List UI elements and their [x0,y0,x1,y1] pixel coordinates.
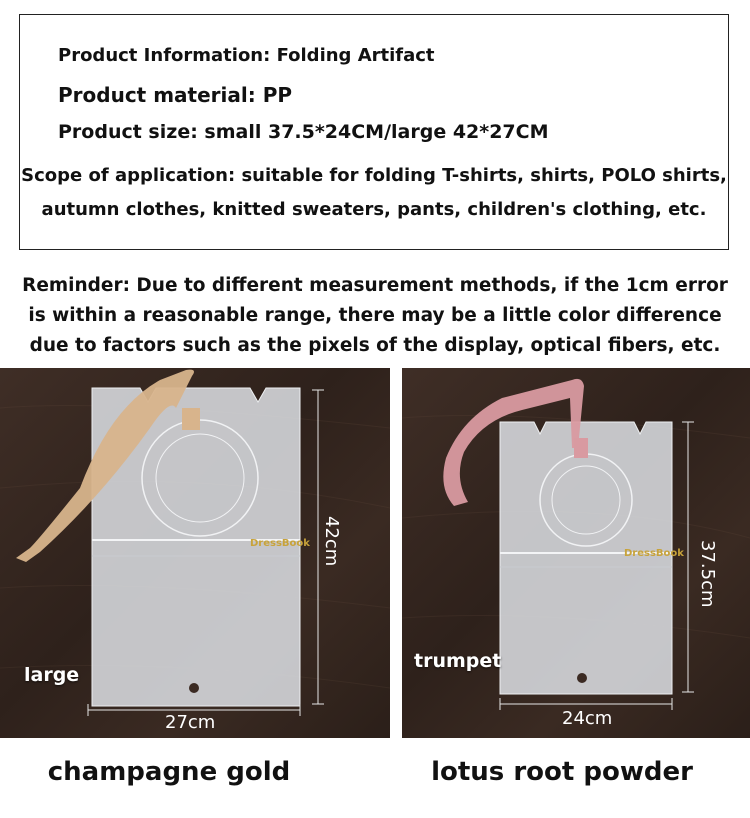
scope-line-2: autumn clothes, knitted sweaters, pants, children's clothing, etc. [41,199,707,220]
width-dimension: 27cm [165,712,216,733]
width-dimension: 24cm [562,708,613,729]
height-dimension: 37.5cm [697,540,718,608]
size-label: large [24,664,80,686]
product-info-line: Product Information: Folding Artifact [58,45,435,66]
product-info-box [19,14,729,250]
scope-line-1: Scope of application: suitable for folding T-shirts, shirts, POLO shirts, [21,165,727,186]
large-board-photo [0,368,390,738]
reminder-line: is within a reasonable range, there may be a little color difference [28,305,722,326]
brand-logo: DressBook [624,548,684,559]
brand-logo: DressBook [250,538,310,549]
size-label: trumpet [414,650,502,672]
color-caption-right: lotus root powder [431,757,693,787]
product-size-line: Product size: small 37.5*24CM/large 42*27CM [58,121,549,143]
product-material-line: Product material: PP [58,83,293,107]
height-dimension: 42cm [321,516,342,567]
reminder-line: Reminder: Due to different measurement methods, if the 1cm error [22,275,728,296]
color-caption-left: champagne gold [47,757,291,787]
reminder-text [0,271,750,361]
reminder-line: due to factors such as the pixels of the display, optical fibers, etc. [29,335,721,356]
trumpet-board-photo [402,368,750,738]
